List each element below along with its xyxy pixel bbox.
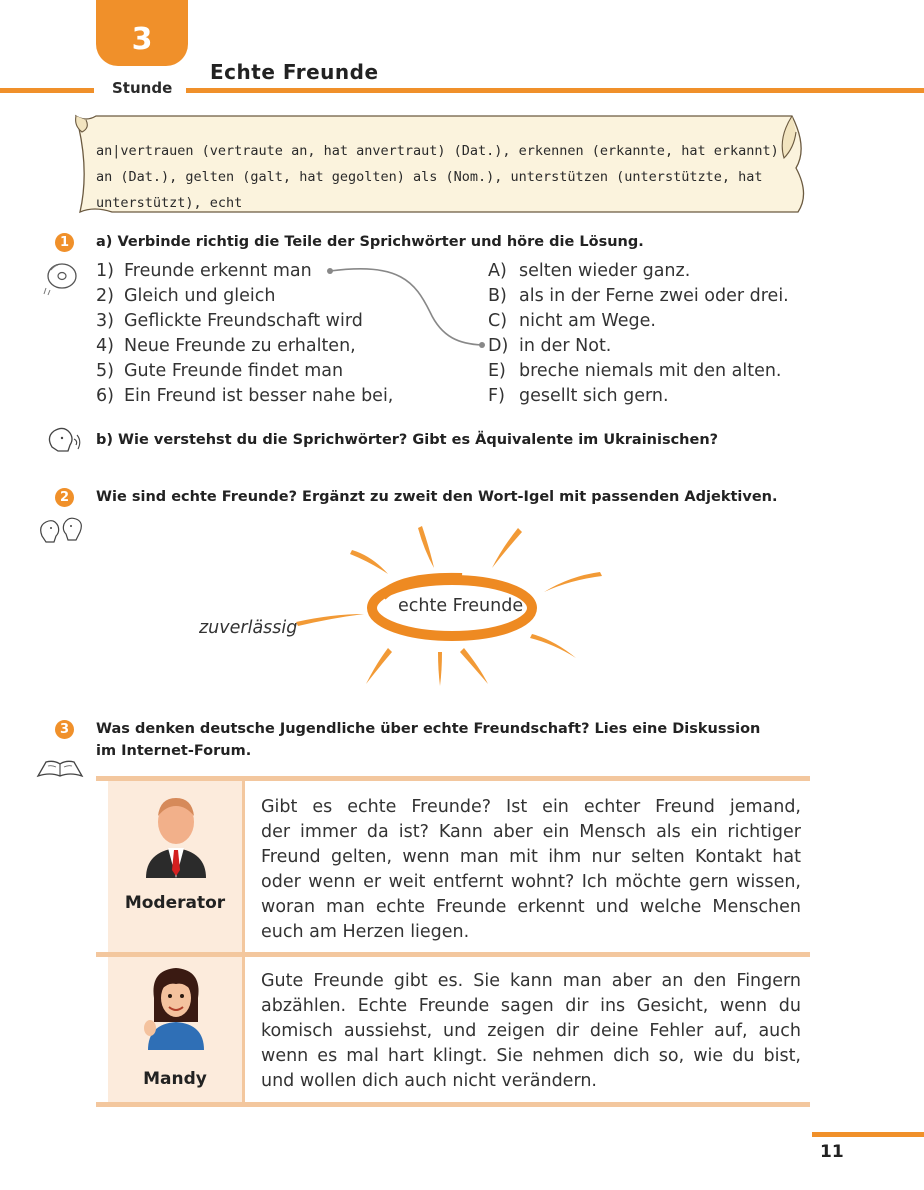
post-line: Gute Freunde gibt es. Sie kann man aber an den Fingern — [261, 971, 801, 991]
post-line: euch am Herzen liegen. — [261, 922, 470, 942]
hedgehog-example-word: zuverlässig — [199, 618, 298, 638]
post-moderator — [261, 795, 801, 945]
list-item: B) als in der Ferne zwei oder drei. — [488, 286, 789, 306]
lesson-number: 3 — [131, 22, 153, 57]
vocab-line-2: an (Dat.), gelten (galt, hat gegolten) als (Nom.), unterstützen (unterstützte, hat unterstützt), echt — [96, 169, 763, 211]
page-number-rule — [812, 1132, 924, 1137]
list-item: 6) Ein Freund ist besser nahe bei, — [96, 386, 394, 406]
vocab-box — [96, 138, 796, 216]
post-author-mandy: Mandy — [143, 1069, 207, 1089]
post-line: komisch aussiehst, und zeigen dir deine Fehler auf, auch — [261, 1021, 801, 1041]
post-line: woran man echte Freunde erkennt und welche Menschen — [261, 897, 801, 917]
post-line: der immer da ist? Kann aber ein Mensch als ein richtiger — [261, 822, 801, 842]
post-line: und wollen dich auch nicht verändern. — [261, 1071, 597, 1091]
speaking-head-icon — [44, 425, 82, 455]
proverb-endings — [488, 259, 789, 409]
column-divider — [242, 781, 245, 952]
list-item: 1) Freunde erkennt man — [96, 261, 312, 281]
column-divider — [242, 957, 245, 1102]
post-line: wenn es mal hart klingt. Sie nehmen dich so, wie du bist, — [261, 1046, 801, 1066]
page-title: Echte Freunde — [210, 60, 379, 84]
cd-icon — [42, 258, 82, 296]
task2-instruction: Wie sind echte Freunde? Ergänzt zu zweit den Wort-Igel mit passenden Adjektiven. — [96, 489, 778, 505]
list-item: E) breche niemals mit den alten. — [488, 361, 782, 381]
post-line: oder wenn er weit entfernt wohnt? Ich möchte gern wissen, — [261, 872, 801, 892]
header-rule-right — [186, 88, 924, 93]
post-line: abzählen. Echte Freunde sagen dir ins Gesicht, wenn du — [261, 996, 801, 1016]
moderator-avatar-icon — [140, 790, 212, 880]
header-rule-left — [0, 88, 94, 93]
example-connector-line — [320, 262, 490, 352]
task-marker-3: 3 — [55, 720, 74, 739]
list-item: 3) Geflickte Freundschaft wird — [96, 311, 363, 331]
task3-instruction-line-1: Was denken deutsche Jugendliche über echte Freundschaft? Lies eine Diskussion — [96, 721, 761, 737]
table-rule-bottom — [96, 1102, 810, 1107]
list-item: C) nicht am Wege. — [488, 311, 656, 331]
list-item: 5) Gute Freunde findet man — [96, 361, 344, 381]
list-item: 2) Gleich und gleich — [96, 286, 276, 306]
post-line: Freund gelten, wenn man mit ihm nur selten Kontakt hat — [261, 847, 801, 867]
hedgehog-center-word: echte Freunde — [398, 596, 524, 616]
list-item: A) selten wieder ganz. — [488, 261, 691, 281]
page-number: 11 — [820, 1142, 844, 1162]
list-item: 4) Neue Freunde zu erhalten, — [96, 336, 356, 356]
post-line: Gibt es echte Freunde? Ist ein echter Freund jemand, — [261, 797, 801, 817]
pair-talking-icon — [38, 516, 84, 546]
post-author-moderator: Moderator — [124, 893, 226, 913]
task3-instruction-line-2: im Internet-Forum. — [96, 743, 252, 759]
lesson-label: Stunde — [112, 79, 173, 97]
task-marker-1: 1 — [55, 233, 74, 252]
open-book-icon — [36, 754, 84, 780]
task1-instruction-a: a) Verbinde richtig die Teile der Sprichwörter und höre die Lösung. — [96, 234, 644, 250]
mandy-avatar-icon — [140, 964, 212, 1050]
task-marker-2: 2 — [55, 488, 74, 507]
task1-instruction-b: b) Wie verstehst du die Sprichwörter? Gibt es Äquivalente im Ukrainischen? — [96, 432, 719, 448]
list-item: D) in der Not. — [488, 336, 612, 356]
vocab-line-1: an|vertrauen (vertraute an, hat anvertraut) (Dat.), erkennen (erkannte, hat erkannt) — [96, 143, 779, 159]
post-mandy — [261, 969, 801, 1094]
task3-instruction — [96, 718, 826, 762]
list-item: F) gesellt sich gern. — [488, 386, 669, 406]
